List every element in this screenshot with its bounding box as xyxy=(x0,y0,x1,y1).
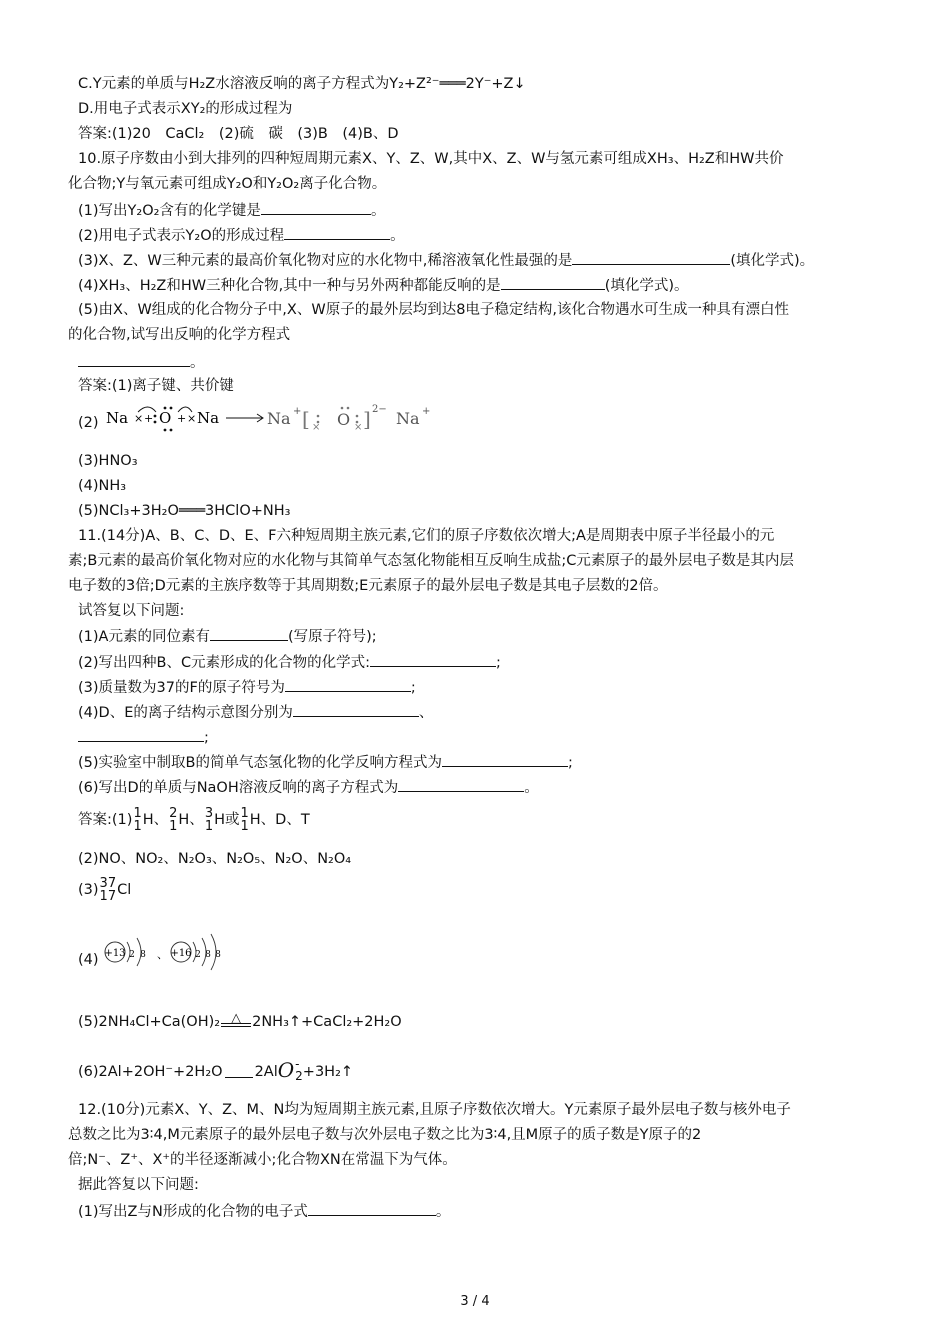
svg-text:+: + xyxy=(177,412,187,425)
page-number: 3 / 4 xyxy=(460,1294,490,1309)
q10-part5-3: 。 xyxy=(78,352,205,373)
answer-q10-5: (5)NCl₃+3H₂O═══3HClO+NH₃ xyxy=(78,503,291,519)
isotope-deuterium: 2 1 H、 xyxy=(169,806,204,834)
ef-prod-na1: Na xyxy=(267,409,291,428)
ion-structure-diagrams xyxy=(101,930,251,980)
svg-text:×: × xyxy=(312,422,321,433)
answer-q10-2-label: (2) xyxy=(78,415,99,431)
svg-text:×: × xyxy=(187,412,197,425)
svg-text:+16: +16 xyxy=(170,948,192,959)
answer-q10-1: 答案:(1)离子键、共价键 xyxy=(78,378,234,394)
answer-q11-5: (5)2NH₄Cl+Ca(OH)₂ △ 2NH₃↑+CaCl₂+2H₂O xyxy=(78,1011,402,1030)
q11-stem-1: 11.(14分)A、B、C、D、E、F六种短周期主族元素,它们的原子序数依次增大;A是周期表中原子半径最小的元 xyxy=(78,528,775,544)
q10-part1: (1)写出Y₂O₂含有的化学键是 。 xyxy=(78,200,385,221)
ef-oxygen: O xyxy=(159,409,172,427)
svg-text:+: + xyxy=(144,412,154,425)
q11-stem-3: 电子数的3倍;D元素的主族序数等于其周期数;E元素原子的最外层电子数是其电子层数的2倍。 xyxy=(68,578,668,594)
line-option-d: D.用电子式表示XY₂的形成过程为 xyxy=(78,101,293,117)
answer-q11-6: (6)2Al+2OH⁻+2H₂O 2Al O - 2 +3H₂↑ xyxy=(78,1057,354,1083)
q11-part2: (2)写出四种B、C元素形成的化合物的化学式: ; xyxy=(78,652,501,673)
q12-stem-1: 12.(10分)元素X、Y、Z、M、N均为短周期主族元素,且原子序数依次增大。Y元素原子最外层电子数与核外电子 xyxy=(78,1102,791,1118)
q11-part4: (4)D、E的离子结构示意图分别为 、 xyxy=(78,702,433,723)
answer-q10-4: (4)NH₃ xyxy=(78,478,127,494)
answer-blank[interactable] xyxy=(370,652,496,667)
q12-instruction: 据此答复以下问题: xyxy=(78,1177,199,1193)
q10-part4: (4)XH₃、H₂Z和HW三种化合物,其中一种与另外两种都能反响的是 (填化学式)。 xyxy=(78,275,689,296)
svg-text:×: × xyxy=(134,412,144,425)
answer-blank[interactable] xyxy=(78,727,204,742)
answer-q11-3: (3) 37 17 Cl xyxy=(78,870,131,910)
q10-part2: (2)用电子式表示Y₂O的形成过程 。 xyxy=(78,225,405,246)
answer-blank[interactable] xyxy=(398,777,524,792)
q11-part6: (6)写出D的单质与NaOH溶液反响的离子方程式为 。 xyxy=(78,777,539,798)
answer-q11-2: (2)NO、NO₂、N₂O₃、N₂O₅、N₂O、N₂O₄ xyxy=(78,851,352,867)
svg-text:+: + xyxy=(422,406,431,417)
q11-instruction: 试答复以下问题: xyxy=(78,603,185,619)
answer-blank[interactable] xyxy=(284,225,390,240)
answer-q9: 答案:(1)20 CaCl₂ (2)硫 碳 (3)B (4)B、D xyxy=(78,126,399,142)
q11-stem-2: 素;B元素的最高价氧化物对应的水化物与其简单气态氢化物能相互反响生成盐;C元素原子的最外层电子数是其内层 xyxy=(68,553,794,569)
isotope-alt: 1 1 H、D、T xyxy=(240,806,310,834)
isotope-protium: 1 1 H、 xyxy=(133,806,169,834)
svg-text:8: 8 xyxy=(205,950,211,960)
electron-formula-na2o xyxy=(104,398,454,438)
answer-blank[interactable] xyxy=(285,677,411,692)
heating-condition: △ xyxy=(221,1013,251,1032)
answer-q11-1: 答案:(1) 1 1 H、 2 1 H、 3 1 H或 1 1 H、D、T xyxy=(78,800,310,840)
answer-blank[interactable] xyxy=(442,752,568,767)
answer-blank[interactable] xyxy=(501,275,605,290)
q10-part5-1: (5)由X、W组成的化合物分子中,X、W原子的最外层均到达8电子稳定结构,该化合物遇水可生成一种具有漂白性 xyxy=(78,302,790,318)
answer-q10-3: (3)HNO₃ xyxy=(78,453,138,469)
svg-text:]: ] xyxy=(363,407,371,431)
q12-stem-2: 总数之比为3∶4,M元素原子的最外层电子数与次外层电子数之比为3∶4,且M原子的质子数是Y原子的2 xyxy=(68,1127,702,1143)
answer-blank[interactable] xyxy=(210,626,288,641)
answer-q11-4-label: (4) xyxy=(78,952,99,968)
q11-part4-cont: ; xyxy=(78,727,209,748)
ef-na-right: Na xyxy=(197,409,220,427)
svg-text:8: 8 xyxy=(215,950,221,960)
s-ion-diagram xyxy=(170,934,221,970)
q11-part3: (3)质量数为37的F的原子符号为 ; xyxy=(78,677,416,698)
svg-text:[: [ xyxy=(302,407,310,431)
answer-blank[interactable] xyxy=(308,1201,436,1216)
svg-text:×: × xyxy=(354,422,363,433)
q10-stem-1: 10.原子序数由小到大排列的四种短周期元素X、Y、Z、W,其中X、Z、W与氢元素可组成XH₃、H₂Z和HW共价 xyxy=(78,151,784,167)
svg-text:2: 2 xyxy=(195,950,201,960)
svg-text:8: 8 xyxy=(140,950,146,960)
svg-text:2: 2 xyxy=(129,950,135,960)
q12-stem-3: 倍;N⁻、Z⁺、X⁺的半径逐渐减小;化合物XN在常温下为气体。 xyxy=(68,1152,457,1168)
q10-stem-2: 化合物;Y与氧元素可组成Y₂O和Y₂O₂离子化合物。 xyxy=(68,176,387,192)
line-option-c: C.Y元素的单质与H₂Z水溶液反响的离子方程式为Y₂+Z²⁻═══2Y⁻+Z↓ xyxy=(78,76,526,92)
answer-blank[interactable] xyxy=(572,250,730,265)
svg-text:2−: 2− xyxy=(372,404,387,415)
q11-part1: (1)A元素的同位素有 (写原子符号); xyxy=(78,626,377,647)
al-ion-diagram xyxy=(104,938,146,966)
answer-blank[interactable] xyxy=(78,352,190,367)
ef-prod-oxygen: O xyxy=(337,410,351,429)
svg-text:、: 、 xyxy=(157,948,168,961)
ef-na-left: Na xyxy=(106,409,129,427)
q11-part5: (5)实验室中制取B的简单气态氢化物的化学反响方程式为 ; xyxy=(78,752,573,773)
ef-prod-na2: Na xyxy=(396,409,420,428)
answer-blank[interactable] xyxy=(261,200,371,215)
answer-blank[interactable] xyxy=(293,702,419,717)
q10-part5-2: 的化合物,试写出反响的化学方程式 xyxy=(68,327,291,343)
q10-part3: (3)X、Z、W三种元素的最高价氧化物对应的水化物中,稀溶液氧化性最强的是 (填化学式)。 xyxy=(78,250,814,271)
chlorine-37-symbol: 37 17 Cl xyxy=(99,876,132,904)
isotope-tritium: 3 1 H或 xyxy=(204,806,240,834)
aluminate-formula: O - 2 xyxy=(277,1057,303,1083)
svg-text:+13: +13 xyxy=(104,948,126,959)
svg-text:+: + xyxy=(293,406,302,417)
q12-part1: (1)写出Z与N形成的化合物的电子式 。 xyxy=(78,1201,450,1222)
